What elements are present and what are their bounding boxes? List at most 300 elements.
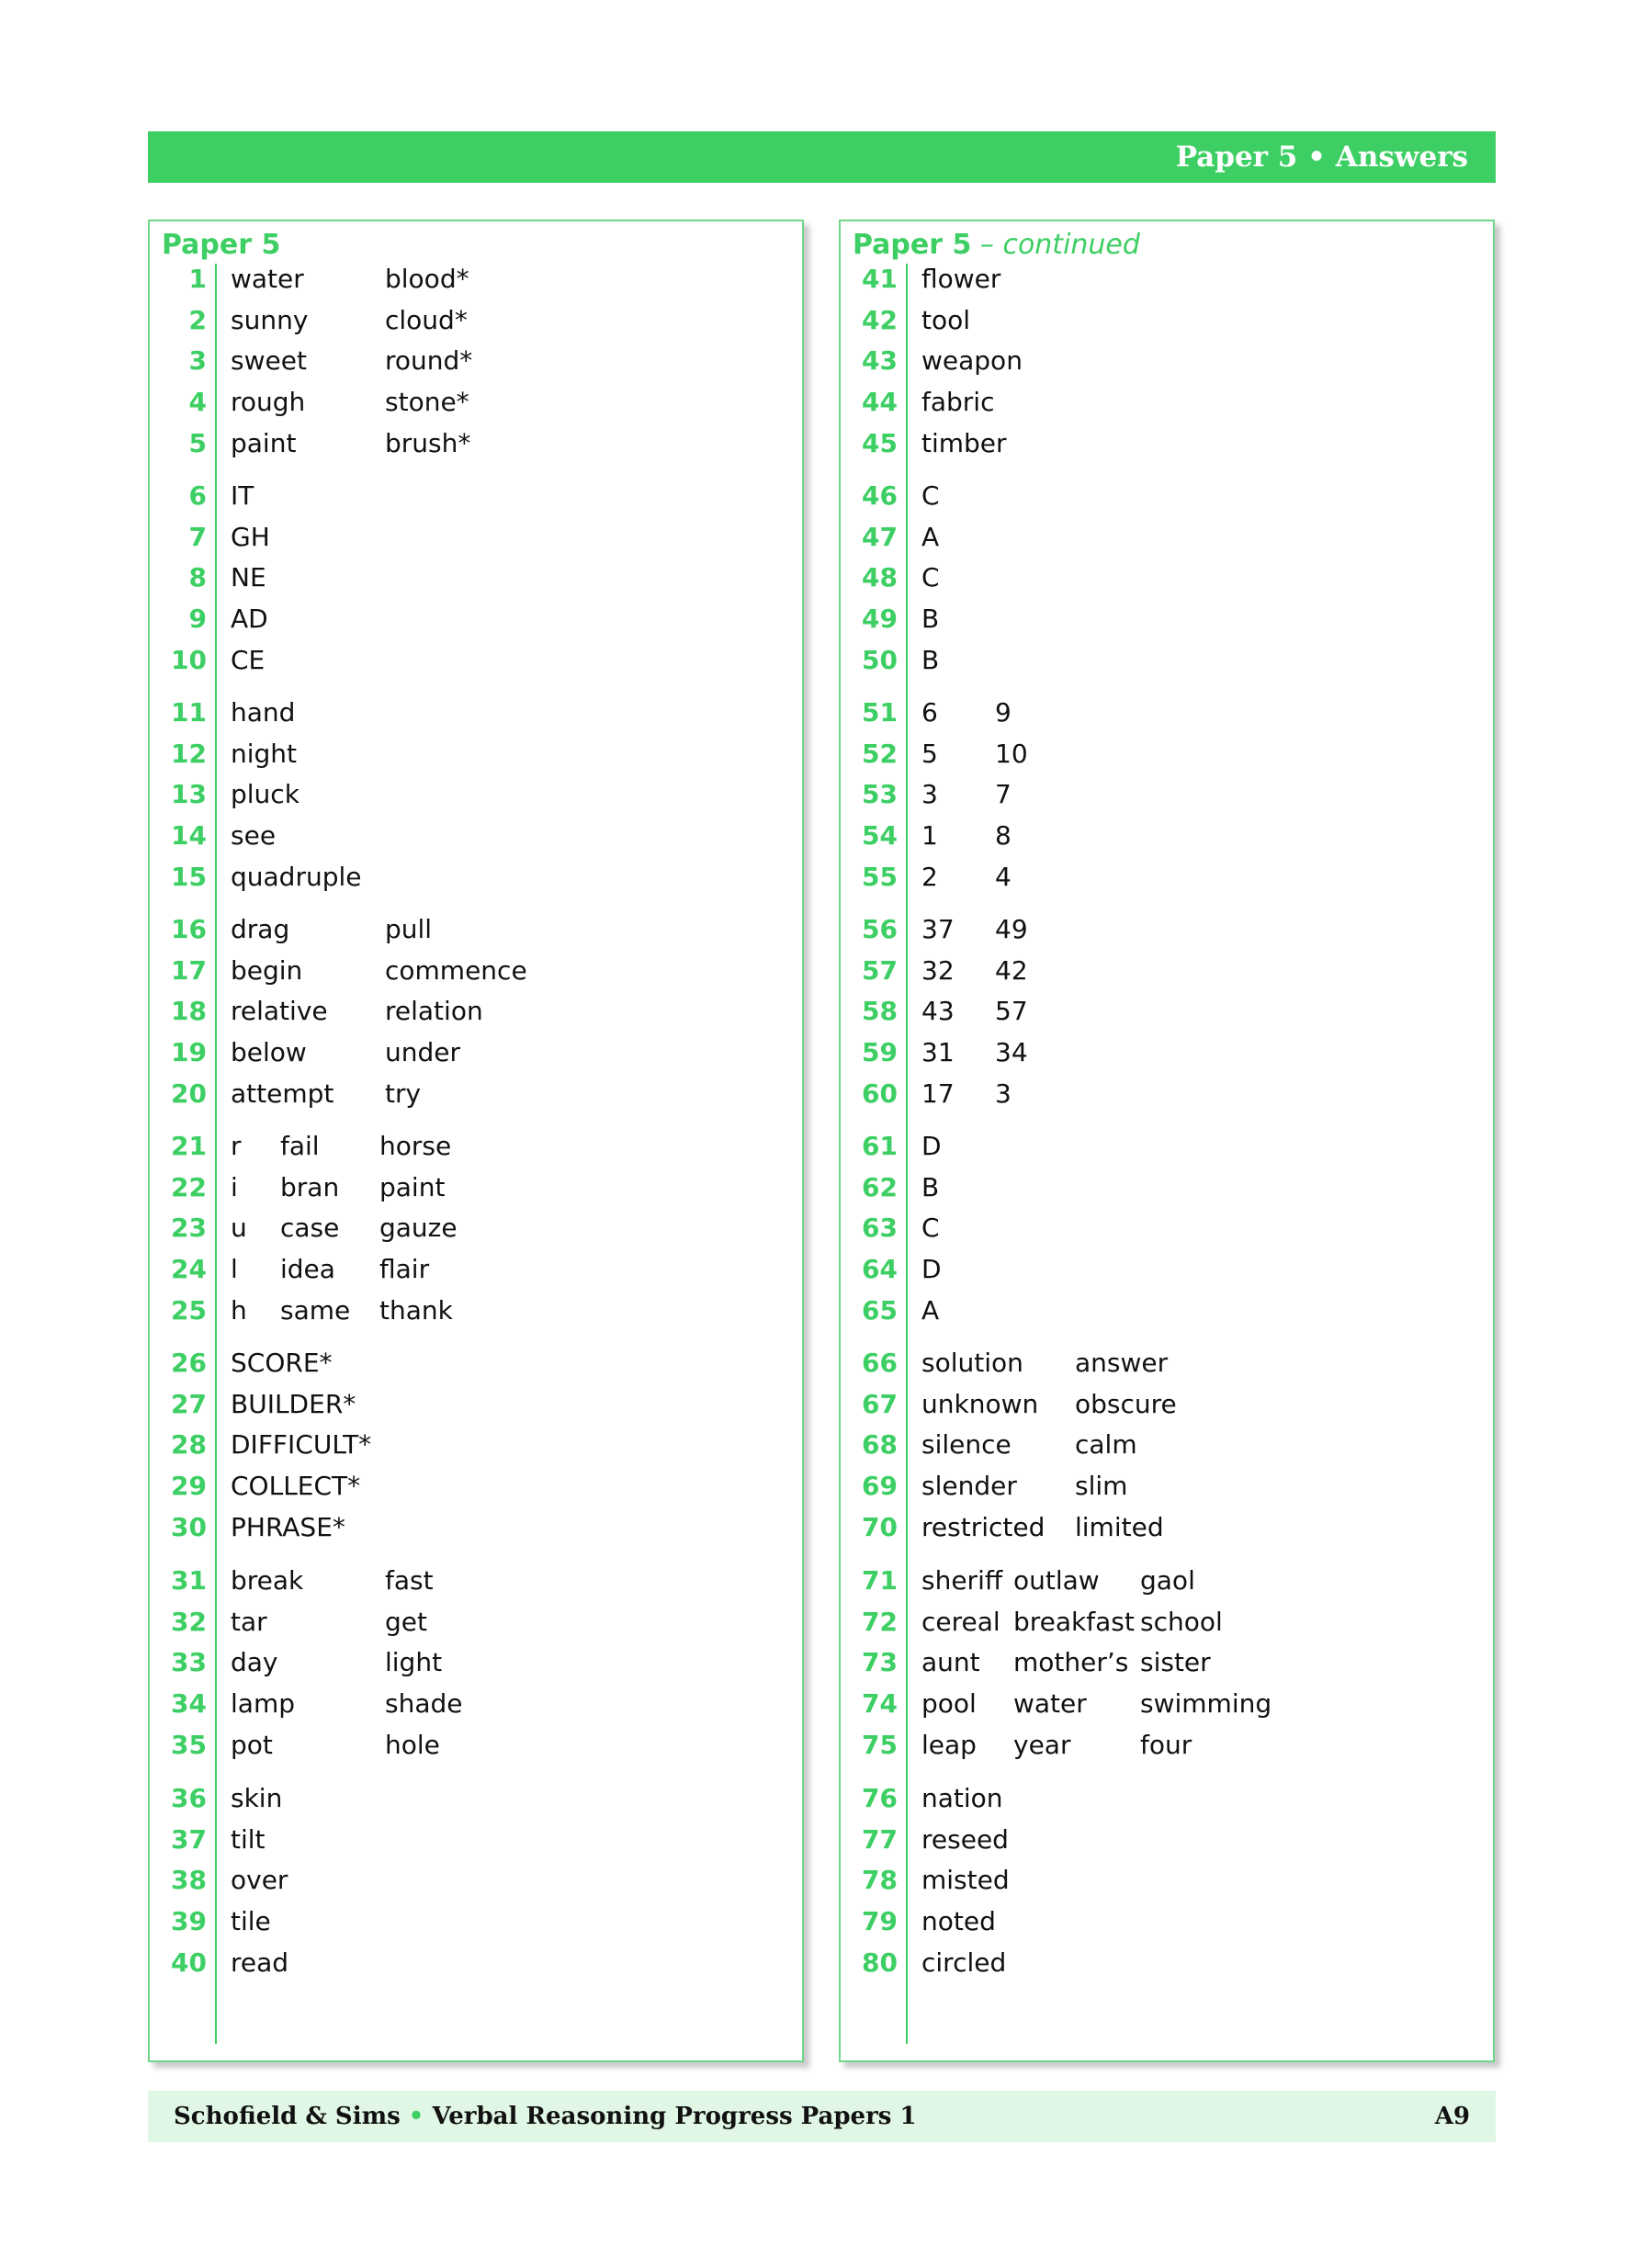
answer-row	[841, 262, 1493, 303]
answer-text: year	[1013, 1729, 1071, 1760]
answer-row	[841, 1170, 1493, 1212]
answer-row	[841, 520, 1493, 561]
answer-row	[150, 737, 802, 778]
answer-text: same	[280, 1294, 351, 1326]
answer-row	[841, 1863, 1493, 1904]
question-number: 23	[171, 1213, 207, 1244]
answer-text: misted	[921, 1865, 1010, 1896]
answer-text: 32	[921, 954, 955, 986]
question-number: 1	[188, 264, 207, 294]
answer-text: blood*	[385, 264, 469, 294]
question-number: 62	[862, 1171, 898, 1202]
answer-text: IT	[231, 480, 254, 511]
answer-text: tilt	[231, 1823, 266, 1855]
answer-row	[150, 385, 802, 426]
answer-text: skin	[231, 1783, 283, 1813]
answer-row	[841, 860, 1493, 901]
answer-text: commence	[385, 954, 527, 986]
question-number: 65	[862, 1294, 898, 1326]
answer-row	[841, 1211, 1493, 1252]
answer-row	[150, 1469, 802, 1510]
answer-row	[841, 1252, 1493, 1293]
answer-row	[841, 1293, 1493, 1335]
question-number: 67	[862, 1388, 898, 1419]
question-number: 50	[862, 644, 898, 675]
answer-text: 31	[921, 1037, 955, 1068]
answer-row	[150, 1510, 802, 1551]
question-number: 31	[171, 1565, 207, 1596]
answer-text: outlaw	[1013, 1565, 1100, 1596]
answer-text: sister	[1140, 1647, 1211, 1678]
question-number: 63	[862, 1213, 898, 1244]
question-number: 52	[862, 738, 898, 769]
question-number: 33	[171, 1647, 207, 1678]
question-number: 15	[171, 861, 207, 892]
question-number: 37	[171, 1823, 207, 1855]
answer-text: paint	[379, 1171, 446, 1202]
answer-text: horse	[379, 1131, 452, 1161]
question-number: 34	[171, 1688, 207, 1720]
answer-row	[841, 1563, 1493, 1605]
answer-row	[841, 912, 1493, 953]
answer-row	[150, 1563, 802, 1605]
answer-row	[150, 1170, 802, 1212]
question-number: 73	[862, 1647, 898, 1678]
answer-row	[841, 1781, 1493, 1822]
answer-group	[841, 695, 1493, 900]
answer-text: C	[921, 562, 940, 593]
answer-row	[150, 1781, 802, 1822]
answer-row	[841, 479, 1493, 520]
question-number: 7	[188, 521, 207, 552]
answer-text: 49	[995, 914, 1028, 944]
answer-text: COLLECT*	[231, 1471, 361, 1502]
answer-group	[150, 479, 802, 683]
answer-text: relation	[385, 996, 483, 1027]
answer-text: 17	[921, 1078, 955, 1109]
answer-group	[841, 479, 1493, 683]
answer-text: AD	[231, 604, 268, 635]
answer-text: 57	[995, 996, 1028, 1027]
answer-text: limited	[1075, 1511, 1164, 1542]
question-number: 38	[171, 1865, 207, 1896]
answer-text: hand	[231, 697, 296, 728]
question-number: 46	[862, 480, 898, 511]
footer-credit	[174, 2099, 917, 2134]
question-number: 36	[171, 1783, 207, 1813]
answer-text: 43	[921, 996, 955, 1027]
answer-text: breakfast	[1013, 1606, 1135, 1637]
answer-row	[150, 1946, 802, 1987]
question-number: 16	[171, 914, 207, 944]
answer-group	[841, 1129, 1493, 1334]
question-number: 6	[188, 480, 207, 511]
answer-text: reseed	[921, 1823, 1009, 1855]
answer-text: gaol	[1140, 1565, 1195, 1596]
answer-text: night	[231, 738, 298, 769]
question-number: 24	[171, 1254, 207, 1285]
answer-text: timber	[921, 427, 1007, 458]
answer-group	[150, 1563, 802, 1768]
question-number: 10	[171, 644, 207, 675]
answer-text: 9	[995, 697, 1012, 728]
answer-text: sheriff	[921, 1565, 1003, 1596]
answer-group	[150, 912, 802, 1117]
answer-row	[841, 994, 1493, 1035]
question-number: 26	[171, 1348, 207, 1378]
answer-text: 4	[995, 861, 1012, 892]
panel-title	[853, 229, 1140, 262]
answer-text: B	[921, 604, 940, 635]
answer-text: l	[231, 1254, 238, 1285]
answer-row	[841, 1510, 1493, 1551]
question-number: 32	[171, 1606, 207, 1637]
answer-text: B	[921, 1171, 940, 1202]
answer-text: rough	[231, 387, 306, 418]
answer-text: cereal	[921, 1606, 1000, 1637]
answer-text: tool	[921, 304, 971, 335]
question-number: 79	[862, 1906, 898, 1937]
question-number: 30	[171, 1511, 207, 1542]
answer-text: hole	[385, 1729, 440, 1760]
question-number: 2	[188, 304, 207, 335]
panel-title-text: Paper 5	[853, 229, 972, 261]
answer-row	[150, 1904, 802, 1946]
answer-text: pot	[231, 1729, 273, 1760]
answer-text: 37	[921, 914, 955, 944]
answer-text: see	[231, 820, 277, 852]
answer-row	[150, 953, 802, 995]
footer-bar	[148, 2091, 1496, 2142]
question-number: 13	[171, 779, 207, 810]
answer-text: answer	[1075, 1348, 1169, 1378]
question-number: 76	[862, 1783, 898, 1813]
answer-row	[150, 912, 802, 953]
question-number: 77	[862, 1823, 898, 1855]
question-number: 43	[862, 345, 898, 377]
answer-text: over	[231, 1865, 288, 1896]
question-number: 8	[188, 562, 207, 593]
footer-separator: •	[400, 2103, 433, 2130]
answers-panel-left	[148, 220, 804, 2062]
answer-group	[841, 912, 1493, 1117]
answer-text: thank	[379, 1294, 453, 1326]
answer-text: calm	[1075, 1429, 1137, 1461]
answer-row	[841, 1035, 1493, 1077]
answer-text: circled	[921, 1946, 1007, 1978]
answer-text: 7	[995, 779, 1012, 810]
answer-text: C	[921, 480, 940, 511]
answer-row	[150, 1293, 802, 1335]
question-number: 59	[862, 1037, 898, 1068]
question-number: 72	[862, 1606, 898, 1637]
answer-text: 3	[995, 1078, 1012, 1109]
answer-text: round*	[385, 345, 473, 377]
answer-row	[150, 1645, 802, 1687]
answer-group	[150, 1129, 802, 1334]
answer-row	[841, 1904, 1493, 1946]
answer-row	[150, 560, 802, 602]
answer-row	[841, 1645, 1493, 1687]
answer-row	[150, 262, 802, 303]
answer-text: quadruple	[231, 861, 362, 892]
answer-text: leap	[921, 1729, 977, 1760]
answer-text: 2	[921, 861, 938, 892]
question-number: 41	[862, 264, 898, 294]
answer-text: case	[280, 1213, 340, 1244]
answer-text: D	[921, 1254, 942, 1285]
answer-text: pool	[921, 1688, 977, 1720]
answer-row	[841, 818, 1493, 860]
header-bar	[148, 131, 1496, 183]
answer-text: stone*	[385, 387, 469, 418]
answer-text: PHRASE*	[231, 1511, 345, 1542]
answer-text: water	[1013, 1688, 1087, 1720]
question-number: 71	[862, 1565, 898, 1596]
answer-group	[150, 695, 802, 900]
answer-text: GH	[231, 521, 270, 552]
answer-text: CE	[231, 644, 266, 675]
answer-text: 3	[921, 779, 938, 810]
answer-text: below	[231, 1037, 307, 1068]
question-number: 22	[171, 1171, 207, 1202]
question-number: 4	[188, 387, 207, 418]
question-number: 49	[862, 604, 898, 635]
answer-row	[150, 602, 802, 643]
page-number: A9	[1434, 2103, 1470, 2130]
answer-text: 42	[995, 954, 1028, 986]
answer-text: unknown	[921, 1388, 1039, 1419]
answer-row	[841, 777, 1493, 818]
answer-text: idea	[280, 1254, 335, 1285]
answer-text: slender	[921, 1471, 1017, 1502]
answer-row	[150, 426, 802, 468]
question-number: 58	[862, 996, 898, 1027]
answer-row	[150, 1346, 802, 1387]
answer-text: aunt	[921, 1647, 980, 1678]
answer-row	[841, 1469, 1493, 1510]
answer-text: D	[921, 1131, 942, 1161]
answer-text: flower	[921, 264, 1001, 294]
question-number: 14	[171, 820, 207, 852]
answer-row	[150, 1605, 802, 1646]
book-title: Verbal Reasoning Progress Papers 1	[432, 2103, 917, 2130]
answer-text: paint	[231, 427, 297, 458]
answer-group	[841, 1563, 1493, 1768]
answer-row	[150, 1687, 802, 1728]
answer-text: noted	[921, 1906, 996, 1937]
question-number: 25	[171, 1294, 207, 1326]
answer-text: four	[1140, 1729, 1193, 1760]
panel-title-suffix: – continued	[971, 229, 1140, 261]
answer-text: begin	[231, 954, 303, 986]
answer-text: pull	[385, 914, 433, 944]
answer-row	[150, 520, 802, 561]
question-number: 64	[862, 1254, 898, 1285]
answer-text: lamp	[231, 1688, 295, 1720]
answer-text: C	[921, 1213, 940, 1244]
question-number: 17	[171, 954, 207, 986]
answer-row	[150, 1728, 802, 1769]
answer-row	[841, 1822, 1493, 1864]
answer-row	[841, 1387, 1493, 1428]
answer-text: slim	[1075, 1471, 1128, 1502]
question-number: 18	[171, 996, 207, 1027]
answer-text: 1	[921, 820, 938, 852]
answer-group	[150, 1781, 802, 1986]
answer-group	[841, 262, 1493, 467]
answer-row	[150, 1427, 802, 1469]
answer-text: 10	[995, 738, 1028, 769]
question-number: 44	[862, 387, 898, 418]
answer-text: solution	[921, 1348, 1023, 1378]
question-number: 70	[862, 1511, 898, 1542]
answer-text: shade	[385, 1688, 463, 1720]
question-number: 75	[862, 1729, 898, 1760]
question-number: 35	[171, 1729, 207, 1760]
answer-row	[841, 303, 1493, 344]
answer-row	[841, 1129, 1493, 1170]
answer-text: light	[385, 1647, 443, 1678]
answer-text: school	[1140, 1606, 1223, 1637]
answer-row	[841, 602, 1493, 643]
answer-row	[841, 1728, 1493, 1769]
answer-row	[841, 695, 1493, 737]
answer-text: BUILDER*	[231, 1388, 356, 1419]
question-number: 28	[171, 1429, 207, 1461]
answer-text: DIFFICULT*	[231, 1429, 372, 1461]
answer-row	[841, 1346, 1493, 1387]
answer-text: sunny	[231, 304, 309, 335]
answer-text: fail	[280, 1131, 320, 1161]
question-number: 47	[862, 521, 898, 552]
answer-text: h	[231, 1294, 247, 1326]
answer-text: sweet	[231, 345, 307, 377]
answer-row	[150, 695, 802, 737]
answer-row	[150, 1077, 802, 1118]
question-number: 3	[188, 345, 207, 377]
answer-row	[841, 385, 1493, 426]
question-number: 5	[188, 427, 207, 458]
answer-text: read	[231, 1946, 289, 1978]
answer-text: nation	[921, 1783, 1003, 1813]
answer-text: r	[231, 1131, 242, 1161]
answer-row	[150, 303, 802, 344]
answer-row	[841, 953, 1493, 995]
answer-row	[841, 1605, 1493, 1646]
answer-text: A	[921, 521, 940, 552]
answer-text: NE	[231, 562, 266, 593]
answer-text: u	[231, 1213, 247, 1244]
question-number: 74	[862, 1688, 898, 1720]
answer-text: brush*	[385, 427, 471, 458]
answer-text: restricted	[921, 1511, 1046, 1542]
answer-row	[150, 1387, 802, 1428]
answer-text: bran	[280, 1171, 340, 1202]
question-number: 45	[862, 427, 898, 458]
question-number: 12	[171, 738, 207, 769]
answer-text: get	[385, 1606, 427, 1637]
question-number: 66	[862, 1348, 898, 1378]
answer-text: fabric	[921, 387, 995, 418]
answer-text: relative	[231, 996, 328, 1027]
answer-text: 34	[995, 1037, 1028, 1068]
question-number: 57	[862, 954, 898, 986]
page-title: Paper 5 • Answers	[1175, 141, 1468, 174]
question-number: 42	[862, 304, 898, 335]
answer-row	[841, 1946, 1493, 1987]
answer-row	[150, 344, 802, 385]
answer-group	[841, 1346, 1493, 1551]
question-number: 54	[862, 820, 898, 852]
answer-row	[841, 643, 1493, 684]
question-number: 39	[171, 1906, 207, 1937]
question-number: 21	[171, 1131, 207, 1161]
answer-group	[150, 1346, 802, 1551]
answer-text: pluck	[231, 779, 300, 810]
answer-row	[841, 737, 1493, 778]
answer-group	[150, 262, 802, 467]
answer-text: A	[921, 1294, 940, 1326]
answer-text: cloud*	[385, 304, 468, 335]
answer-text: day	[231, 1647, 278, 1678]
question-number: 53	[862, 779, 898, 810]
question-number: 78	[862, 1865, 898, 1896]
question-number: 29	[171, 1471, 207, 1502]
answer-row	[841, 1077, 1493, 1118]
question-number: 68	[862, 1429, 898, 1461]
answer-row	[150, 1863, 802, 1904]
question-number: 60	[862, 1078, 898, 1109]
answer-row	[150, 860, 802, 901]
question-number: 40	[171, 1946, 207, 1978]
answer-text: SCORE*	[231, 1348, 333, 1378]
answer-text: under	[385, 1037, 461, 1068]
answer-row	[150, 1129, 802, 1170]
answers-panel-right	[839, 220, 1495, 2062]
answer-row	[150, 1252, 802, 1293]
answer-row	[150, 1211, 802, 1252]
question-number: 55	[862, 861, 898, 892]
question-number: 27	[171, 1388, 207, 1419]
answer-text: 6	[921, 697, 938, 728]
answer-row	[150, 818, 802, 860]
question-number: 20	[171, 1078, 207, 1109]
question-number: 19	[171, 1037, 207, 1068]
answer-text: drag	[231, 914, 290, 944]
answer-text: gauze	[379, 1213, 458, 1244]
answer-text: break	[231, 1565, 304, 1596]
answer-text: silence	[921, 1429, 1012, 1461]
question-number: 56	[862, 914, 898, 944]
answer-text: weapon	[921, 345, 1023, 377]
answer-text: mother’s	[1013, 1647, 1129, 1678]
answer-text: attempt	[231, 1078, 334, 1109]
answer-text: 5	[921, 738, 938, 769]
answer-row	[841, 344, 1493, 385]
answer-row	[150, 1035, 802, 1077]
answer-text: flair	[379, 1254, 430, 1285]
answer-row	[150, 479, 802, 520]
answer-row	[841, 1687, 1493, 1728]
answer-text: B	[921, 644, 940, 675]
answer-text: fast	[385, 1565, 434, 1596]
answer-text: water	[231, 264, 304, 294]
answer-text: try	[385, 1078, 422, 1109]
answer-text: obscure	[1075, 1388, 1177, 1419]
question-number: 11	[171, 697, 207, 728]
answer-row	[150, 643, 802, 684]
